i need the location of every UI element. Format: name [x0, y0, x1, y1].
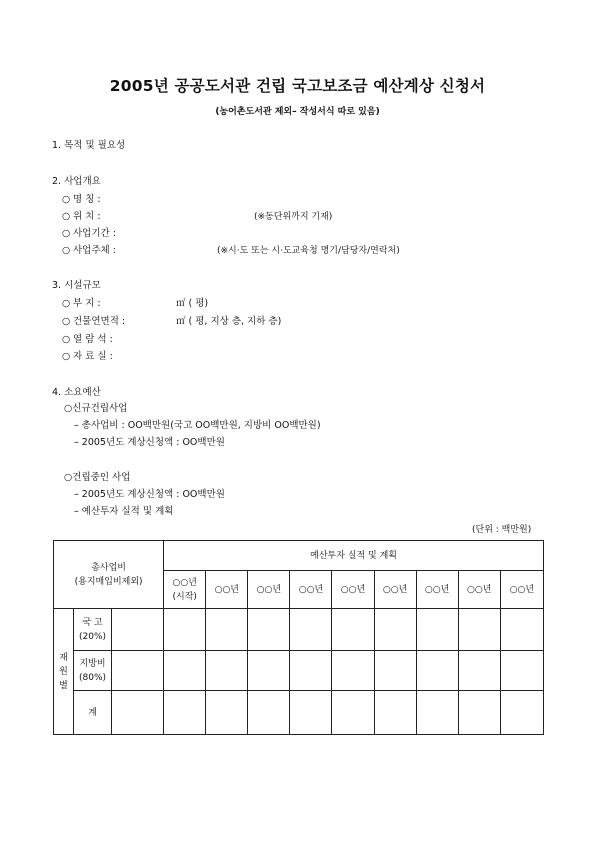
floor-area-value: ㎡ ( 평, 지상 층, 지하 층)	[176, 316, 282, 327]
project-owner-label: 사업주체 :	[73, 245, 116, 256]
site-area-label: 부 지 :	[73, 298, 101, 309]
local-share: (80%)	[79, 672, 107, 683]
project-owner-note: (※시·도 또는 시·도교육청 명기/담당자/연락처)	[217, 246, 400, 256]
section-3-heading: 3. 시설규모	[52, 280, 101, 291]
item-bullet: ○	[62, 298, 71, 309]
amount-cell[interactable]	[164, 691, 206, 735]
year-header: ○○년	[248, 571, 290, 609]
item-bullet: ○	[62, 351, 71, 362]
request-amount-line: – 2005년도 계상신청액 : OO백만원	[74, 437, 225, 448]
total-budget-line: – 총사업비 : OO백만원(국고 OO백만원, 지방비 OO백만원)	[74, 420, 321, 431]
funding-source-text: 재 원 별	[59, 652, 68, 691]
national-label: 국 고	[82, 617, 103, 628]
amount-cell[interactable]	[332, 651, 374, 691]
amount-cell[interactable]	[458, 609, 500, 651]
ongoing-project-heading: ○건립중인 사업	[64, 472, 131, 483]
total-cost-cell[interactable]	[112, 651, 164, 691]
item-bullet: ○	[62, 211, 71, 222]
amount-cell[interactable]	[332, 691, 374, 735]
year-header: ○○년	[206, 571, 248, 609]
unit-note: (단위 : 백만원)	[472, 525, 532, 535]
national-share: (20%)	[79, 631, 107, 642]
request-amount-line: – 2005년도 계상신청액 : OO백만원	[74, 489, 225, 500]
amount-cell[interactable]	[248, 691, 290, 735]
amount-cell[interactable]	[248, 609, 290, 651]
amount-cell[interactable]	[164, 609, 206, 651]
item-bullet: ○	[62, 194, 71, 205]
amount-cell[interactable]	[206, 609, 248, 651]
row-label-local	[74, 651, 112, 691]
amount-cell[interactable]	[206, 651, 248, 691]
reading-room-label: 자 료 실 :	[73, 351, 113, 362]
reading-seats-label: 열 람 석 :	[73, 334, 113, 345]
amount-cell[interactable]	[290, 651, 332, 691]
document-title: 2005년 공공도서관 건립 국고보조금 예산계상 신청서	[109, 77, 486, 95]
total-cost-header-cell	[54, 541, 164, 609]
section-4-heading: 4. 소요예산	[52, 387, 101, 398]
project-period-label: 사업기간 :	[73, 228, 116, 239]
year-label: ○○년	[172, 577, 197, 588]
amount-cell[interactable]	[374, 651, 416, 691]
amount-cell[interactable]	[458, 651, 500, 691]
total-cost-subheader: (용지매입비제외)	[74, 576, 143, 587]
item-bullet: ○	[62, 228, 71, 239]
budget-table	[53, 540, 544, 735]
amount-cell[interactable]	[500, 651, 543, 691]
location-note: (※동단위까지 기재)	[254, 212, 333, 222]
amount-cell[interactable]	[458, 691, 500, 735]
section-2-heading: 2. 사업개요	[52, 176, 101, 187]
amount-cell[interactable]	[290, 691, 332, 735]
section-1-heading: 1. 목적 및 필요성	[52, 140, 126, 151]
amount-cell[interactable]	[500, 691, 543, 735]
investment-plan-line: – 예산투자 실적 및 계획	[74, 506, 174, 517]
amount-cell[interactable]	[248, 651, 290, 691]
amount-cell[interactable]	[290, 609, 332, 651]
start-note: (시작)	[172, 591, 197, 602]
row-label-national	[74, 609, 112, 651]
location-label: 위 치 :	[73, 211, 101, 222]
row-label-total: 계	[74, 691, 112, 735]
plan-header: 예산투자 실적 및 계획	[164, 541, 544, 571]
total-cost-header: 총사업비	[91, 562, 126, 573]
year-header-start	[164, 571, 206, 609]
year-header: ○○년	[416, 571, 458, 609]
amount-cell[interactable]	[374, 609, 416, 651]
amount-cell[interactable]	[332, 609, 374, 651]
item-bullet: ○	[62, 245, 71, 256]
floor-area-label: 건물연면적 :	[73, 316, 126, 327]
year-header: ○○년	[500, 571, 543, 609]
amount-cell[interactable]	[206, 691, 248, 735]
new-project-heading: ○신규건립사업	[64, 403, 128, 414]
total-cost-cell[interactable]	[112, 609, 164, 651]
site-area-value: ㎡ ( 평)	[176, 298, 209, 309]
local-label: 지방비	[79, 658, 106, 669]
amount-cell[interactable]	[164, 651, 206, 691]
amount-cell[interactable]	[416, 609, 458, 651]
year-header: ○○년	[458, 571, 500, 609]
item-bullet: ○	[62, 334, 71, 345]
year-header: ○○년	[374, 571, 416, 609]
amount-cell[interactable]	[500, 609, 543, 651]
document-subtitle: (농어촌도서관 제외– 작성서식 따로 있음)	[215, 107, 380, 117]
amount-cell[interactable]	[416, 691, 458, 735]
name-label: 명 칭 :	[73, 194, 101, 205]
amount-cell[interactable]	[416, 651, 458, 691]
year-header: ○○년	[332, 571, 374, 609]
total-cost-cell[interactable]	[112, 691, 164, 735]
amount-cell[interactable]	[374, 691, 416, 735]
year-header: ○○년	[290, 571, 332, 609]
item-bullet: ○	[62, 316, 71, 327]
funding-source-label	[54, 609, 74, 735]
